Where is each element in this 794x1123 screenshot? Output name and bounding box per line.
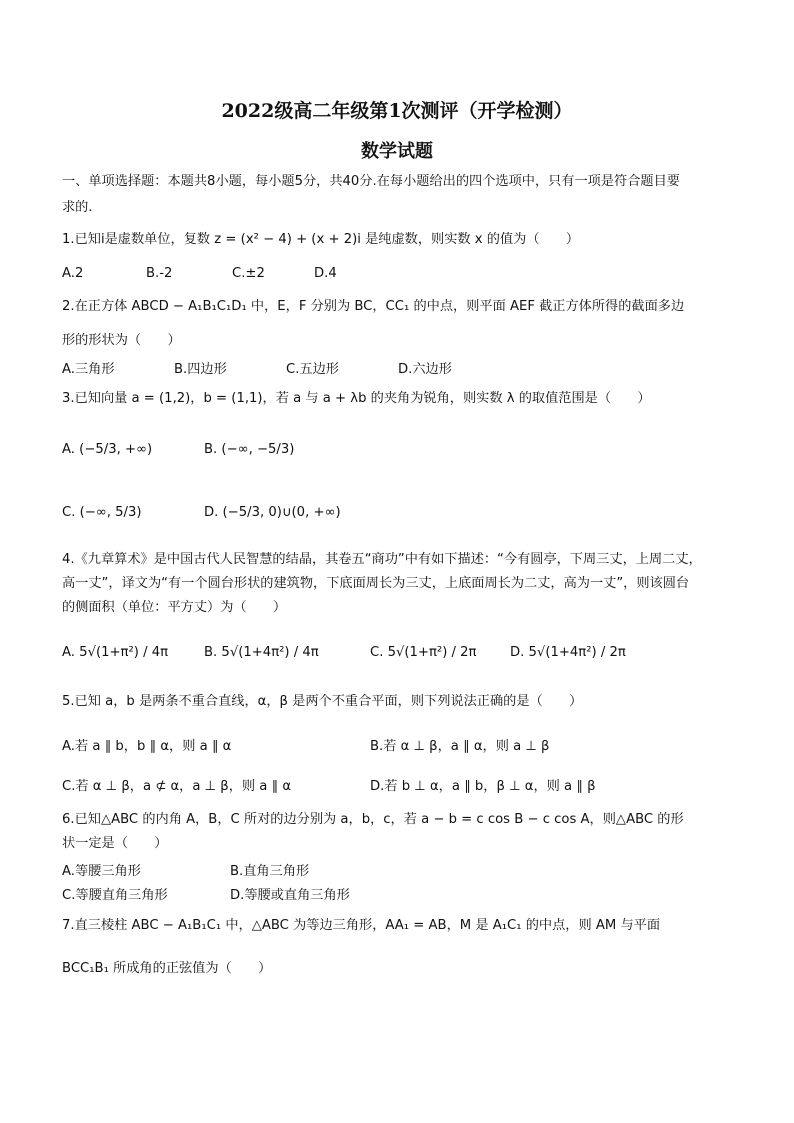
question-4-stem-line2: 高一丈”，译文为“有一个圆台形状的建筑物，下底面周长为三丈，上底面周长为二丈，高为一丈”，则该圆台 bbox=[62, 576, 690, 591]
question-3-option-b[interactable]: B. (−∞, −5/3) bbox=[204, 442, 295, 457]
question-2-stem-line2: 形的形状为（ ） bbox=[62, 333, 181, 348]
question-6-option-d[interactable]: D.等腰或直角三角形 bbox=[230, 888, 350, 903]
question-5-option-c[interactable]: C.若 α ⊥ β，a ⊄ α，a ⊥ β，则 a ∥ α bbox=[62, 779, 292, 794]
question-4-option-a[interactable]: A. 5√(1+π²) / 4π bbox=[62, 645, 169, 660]
question-7-stem-line1: 7.直三棱柱 ABC − A₁B₁C₁ 中，△ABC 为等边三角形，AA₁ = AB，M 是 A₁C₁ 的中点，则 AM 与平面 bbox=[62, 918, 661, 933]
exam-subtitle: 数学试题 bbox=[361, 141, 433, 162]
question-4-option-d[interactable]: D. 5√(1+4π²) / 2π bbox=[510, 645, 626, 660]
question-5-option-b[interactable]: B.若 α ⊥ β，a ∥ α，则 a ⊥ β bbox=[370, 739, 550, 754]
question-6-option-a[interactable]: A.等腰三角形 bbox=[62, 864, 141, 879]
question-3-option-a[interactable]: A. (−5/3, +∞) bbox=[62, 442, 153, 457]
question-5-stem: 5.已知 a，b 是两条不重合直线，α，β 是两个不重合平面，则下列说法正确的是（ ） bbox=[62, 694, 583, 709]
question-1-stem: 1.已知i是虚数单位，复数 z = (x² − 4) + (x + 2)i 是纯虚数，则实数 x 的值为（ ） bbox=[62, 232, 580, 247]
question-3-stem: 3.已知向量 a = (1,2)，b = (1,1)，若 a 与 a + λb 的夹角为锐角，则实数 λ 的取值范围是（ ） bbox=[62, 391, 651, 406]
section-intro-line2: 求的. bbox=[62, 200, 93, 215]
question-6-stem-line1: 6.已知△ABC 的内角 A，B，C 所对的边分别为 a，b，c，若 a − b = c cos B − c cos A，则△ABC 的形 bbox=[62, 812, 684, 827]
question-3-option-d[interactable]: D. (−5/3, 0)∪(0, +∞) bbox=[204, 505, 341, 520]
question-2-option-d[interactable]: D.六边形 bbox=[398, 362, 452, 377]
question-2-option-a[interactable]: A.三角形 bbox=[62, 362, 115, 377]
question-1-option-c[interactable]: C.±2 bbox=[232, 266, 265, 281]
question-5-option-d[interactable]: D.若 b ⊥ α，a ∥ b，β ⊥ α，则 a ∥ β bbox=[370, 779, 596, 794]
question-1-option-d[interactable]: D.4 bbox=[314, 266, 337, 281]
question-2-option-c[interactable]: C.五边形 bbox=[286, 362, 339, 377]
question-6-option-b[interactable]: B.直角三角形 bbox=[230, 864, 310, 879]
question-2-option-b[interactable]: B.四边形 bbox=[174, 362, 227, 377]
question-4-stem-line3: 的侧面积（单位：平方丈）为（ ） bbox=[62, 600, 287, 615]
question-4-option-b[interactable]: B. 5√(1+4π²) / 4π bbox=[204, 645, 319, 660]
section-intro-line1: 一、单项选择题：本题共8小题，每小题5分，共40分.在每小题给出的四个选项中，只有一项是符合题目要 bbox=[62, 174, 680, 189]
question-6-stem-line2: 状一定是（ ） bbox=[62, 836, 168, 851]
question-5-option-a[interactable]: A.若 a ∥ b，b ∥ α，则 a ∥ α bbox=[62, 739, 232, 754]
exam-title: 2022级高二年级第1次测评（开学检测） bbox=[221, 100, 573, 122]
question-1-option-b[interactable]: B.-2 bbox=[146, 266, 173, 281]
question-6-option-c[interactable]: C.等腰直角三角形 bbox=[62, 888, 168, 903]
question-4-option-c[interactable]: C. 5√(1+π²) / 2π bbox=[370, 645, 477, 660]
question-4-stem-line1: 4.《九章算术》是中国古代人民智慧的结晶，其卷五“商功”中有如下描述：“今有圆亭，下周三丈，上周二丈， bbox=[62, 552, 702, 567]
question-3-option-c[interactable]: C. (−∞, 5/3) bbox=[62, 505, 142, 520]
question-7-stem-line2: BCC₁B₁ 所成角的正弦值为（ ） bbox=[62, 961, 272, 976]
question-2-stem-line1: 2.在正方体 ABCD − A₁B₁C₁D₁ 中，E，F 分别为 BC，CC₁ 的中点，则平面 AEF 截正方体所得的截面多边 bbox=[62, 299, 685, 314]
question-1-option-a[interactable]: A.2 bbox=[62, 266, 84, 281]
